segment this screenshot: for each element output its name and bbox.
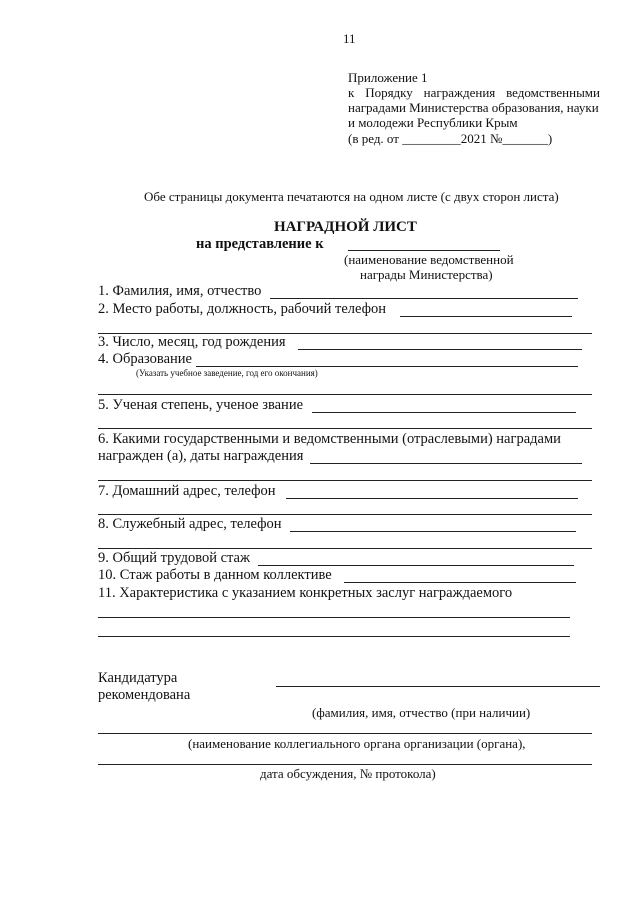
annex-line-5: (в ред. от _________2021 №_______) — [348, 131, 553, 146]
award-name-line — [348, 250, 500, 251]
annex-line-2 — [348, 85, 600, 101]
field-label-education: 4. Образование — [98, 351, 192, 367]
print-note: Обе страницы документа печатаются на одном листе (с двух сторон листа) — [144, 189, 559, 204]
field-label-awards-2: награжден (а), даты награждения — [98, 448, 304, 464]
form-subtitle: на представление к — [196, 236, 324, 252]
field-line-work-address — [290, 531, 576, 532]
education-hint: (Указать учебное заведение, год его окончания) — [136, 368, 318, 378]
page-number: 11 — [343, 31, 356, 46]
field-label-home-address: 7. Домашний адрес, телефон — [98, 483, 276, 499]
field-line-home-address — [286, 498, 578, 499]
field-line-work-address-2 — [98, 548, 592, 549]
field-line-home-address-2 — [98, 514, 592, 515]
field-line-characteristic-2 — [98, 636, 570, 637]
annex-word: Порядку — [365, 85, 413, 100]
award-hint-1: (наименование ведомственной — [344, 252, 514, 267]
field-label-team-experience: 10. Стаж работы в данном коллективе — [98, 567, 332, 583]
fio-hint: (фамилия, имя, отчество (при наличии) — [312, 705, 531, 720]
candidacy-fio-line — [276, 686, 600, 687]
organ-line — [98, 733, 592, 734]
field-line-workplace — [400, 316, 572, 317]
candidacy-label: Кандидатура — [98, 670, 178, 686]
field-label-workplace: 2. Место работы, должность, рабочий телефон — [98, 301, 387, 317]
field-line-characteristic — [98, 617, 570, 618]
annex-title: Приложение 1 — [348, 70, 428, 85]
field-line-education — [196, 366, 578, 367]
annex-line-3: наградами Министерства образования, науки — [348, 100, 599, 115]
organ-hint: (наименование коллегиального органа организации (органа), — [188, 736, 526, 751]
field-label-work-address: 8. Служебный адрес, телефон — [98, 516, 282, 532]
annex-line-4: и молодежи Республики Крым — [348, 115, 518, 130]
field-line-fio — [270, 298, 578, 299]
annex-word: к — [348, 85, 355, 100]
field-label-fio: 1. Фамилия, имя, отчество — [98, 283, 262, 299]
field-label-total-experience: 9. Общий трудовой стаж — [98, 550, 250, 566]
award-hint-2: награды Министерства) — [360, 267, 493, 282]
annex-word: ведомственными — [506, 85, 600, 100]
field-label-birthdate: 3. Число, месяц, год рождения — [98, 334, 286, 350]
field-line-education-2 — [98, 394, 592, 395]
candidacy-label-2: рекомендована — [98, 687, 191, 703]
form-title: НАГРАДНОЙ ЛИСТ — [274, 219, 417, 235]
field-line-birthdate — [298, 349, 582, 350]
field-line-team-experience — [344, 582, 576, 583]
field-line-awards — [310, 463, 582, 464]
field-line-total-experience — [258, 565, 574, 566]
annex-word: награждения — [423, 85, 496, 100]
field-line-degree-2 — [98, 428, 592, 429]
field-label-characteristic: 11. Характеристика с указанием конкретных заслуг награждаемого — [98, 585, 513, 601]
field-label-degree: 5. Ученая степень, ученое звание — [98, 397, 304, 413]
date-hint: дата обсуждения, № протокола) — [260, 766, 436, 781]
field-label-awards: 6. Какими государственными и ведомственными (отраслевыми) наградами — [98, 431, 561, 447]
field-line-degree — [312, 412, 576, 413]
field-line-awards-2 — [98, 480, 592, 481]
date-line — [98, 764, 592, 765]
